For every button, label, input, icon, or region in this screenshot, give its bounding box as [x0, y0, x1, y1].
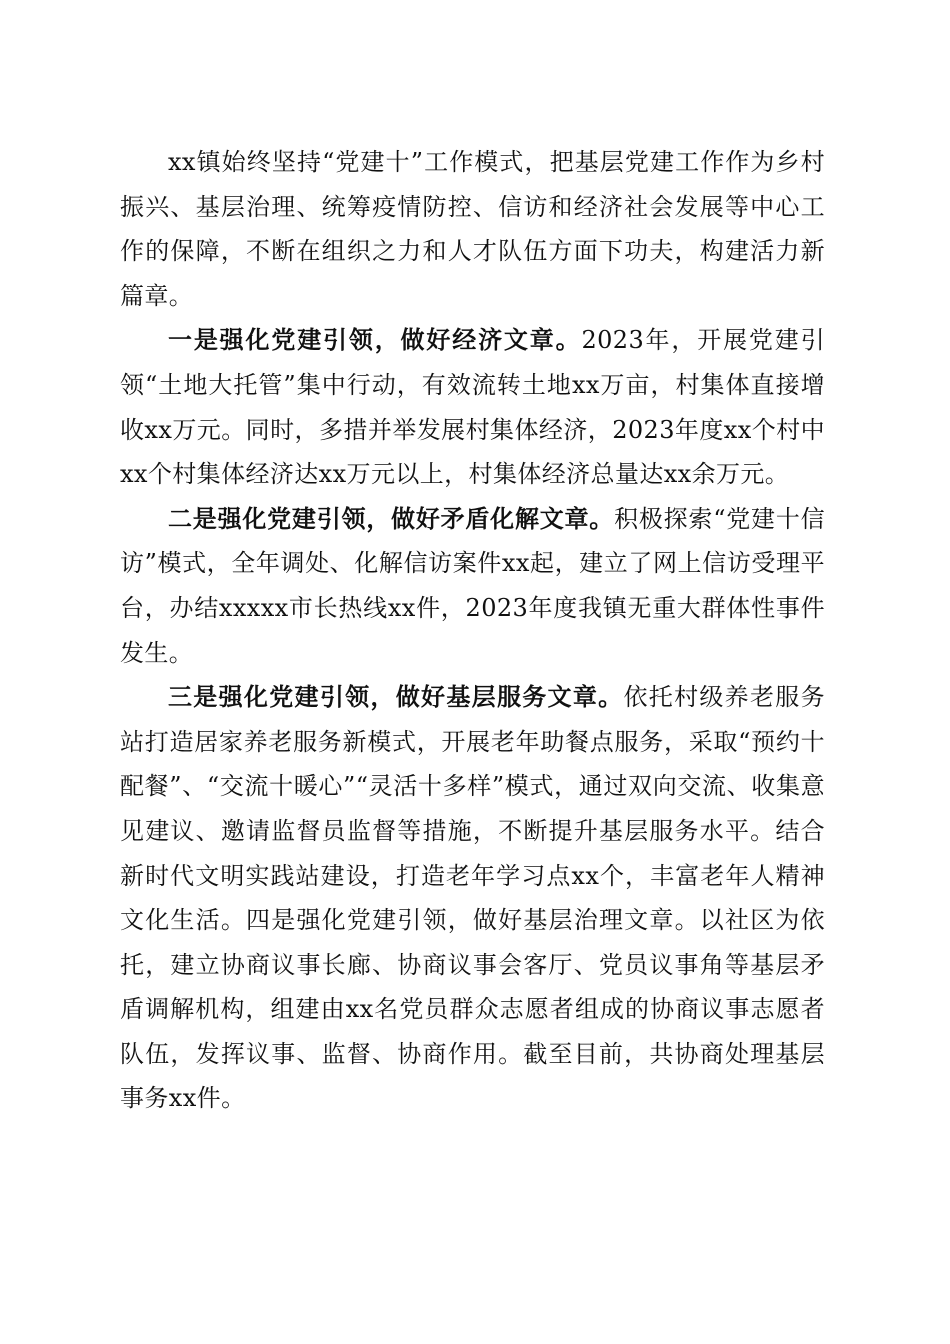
section-body: 积极探索“党建十信访”模式，全年调处、化解信访案件xx起，建立了网上信访受理平台，办结xxxxx市长热线xx件，2023年度我镇无重大群体性事件发生。 — [120, 504, 825, 667]
section-lead: 三是强化党建引领，做好基层服务文章。 — [168, 682, 624, 712]
section-paragraph-conflict — [120, 497, 825, 675]
section-body-governance: 以社区为依托，建立协商议事长廊、协商议事会客厅、党员议事角等基层矛盾调解机构，组建由xx名党员群众志愿者组成的协商议事志愿者队伍，发挥议事、监督、协商作用。截至目前，共协商处理基层事务xx件。 — [120, 906, 826, 1113]
section-paragraph-service — [120, 675, 825, 1121]
intro-paragraph: xx镇始终坚持“党建十”工作模式，把基层党建工作作为乡村振兴、基层治理、统筹疫情防控、信访和经济社会发展等中心工作的保障，不断在组织之力和人才队伍方面下功夫，构建活力新篇章。 — [120, 148, 825, 310]
document-body — [120, 140, 825, 1121]
section-lead: 二是强化党建引领，做好矛盾化解文章。 — [168, 503, 615, 533]
section-body: 2023年，开展党建引领“土地大托管”集中行动，有效流转土地xx万亩，村集体直接增收xx万元。同时，多措并举发展村集体经济，2023年度xx个村中xx个村集体经济达xx万元以上，村集体经济总量达xx余万元。 — [120, 326, 825, 489]
section-body: 依托村级养老服务站打造居家养老服务新模式，开展老年助餐点服务，采取“预约十配餐”、“交流十暖心”“灵活十多样”模式，通过双向交流、收集意见建议、邀请监督员监督等措施，不断提升基层服务水平。结合新时代文明实践站建设，打造老年学习点xx个，丰富老年人精神文化生活。 — [120, 683, 825, 935]
section-lead-governance: 四是强化党建引领，做好基层治理文章。 — [246, 906, 700, 935]
section-lead: 一是强化党建引领，做好经济文章。 — [168, 325, 582, 355]
section-paragraph-economy — [120, 318, 825, 496]
